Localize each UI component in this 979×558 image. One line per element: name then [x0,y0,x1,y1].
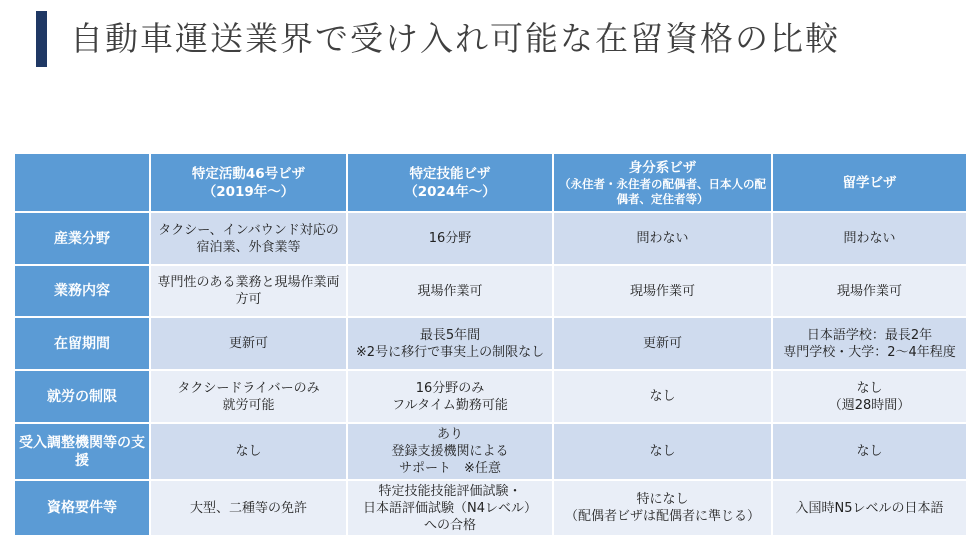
header-col-tokutei-katsudo [150,153,347,212]
comparison-table [13,152,968,537]
cell-text-line: サポート ※任意 [399,461,501,476]
table-cell [347,212,553,265]
table-cell [347,480,553,536]
cell-text-line: なし [856,444,883,459]
cell-text-line: （配偶者ビザは配偶者に準じる） [564,509,760,524]
cell-text-line: 専門性のある業務と現場作業両方可 [157,275,340,307]
header-col-main: 身分系ビザ [628,159,697,176]
cell-text-line: 現場作業可 [836,283,902,299]
table-row [14,212,967,265]
row-label: 在留期間 [14,317,150,370]
table-row [14,317,967,370]
cell-text-line: ※2号に移行で事実上の制限なし [355,344,545,360]
cell-text-line: 16分野のみ [415,380,485,396]
table-cell [347,265,553,317]
table-cell [772,370,967,423]
cell-text-line: なし [649,389,676,404]
cell-text-line: 専門学校・大学：2～4年程度 [783,344,956,360]
cell-text-line: 日本語評価試験（N4レベル） [363,500,537,516]
cell-text-line: なし [856,380,883,396]
cell-text-line: 16分野 [428,231,472,246]
row-label: 就労の制限 [14,370,150,423]
table-row [14,265,967,317]
table-cell [150,212,347,265]
table-row [14,480,967,536]
cell-text-line: 特になし [636,492,689,507]
table-cell [772,423,967,480]
cell-text-line: 現場作業可 [629,283,695,299]
header-col-main: 留学ビザ [842,174,897,191]
cell-text-line: 問わない [843,231,896,246]
cell-text-line: タクシードライバーのみ [177,380,320,396]
table-cell [150,370,347,423]
header-col-sub: （2024年～） [404,183,496,200]
cell-text-line: 特定技能技能評価試験・ [378,483,522,499]
table-cell [553,480,772,536]
header-col-sub: （永住者・永住者の配偶者、日本人の配偶者、定住者等） [559,176,766,206]
cell-text-line: タクシー、インバウンド対応の宿泊業、外食業等 [158,222,339,255]
table-cell [553,423,772,480]
header-col-tokutei-gino [347,153,553,212]
cell-text-line: への合格 [423,517,476,533]
cell-text-line: 入国時N5レベルの日本語 [795,500,944,516]
cell-text-line: 日本語学校：最長2年 [806,327,933,343]
row-label: 産業分野 [14,212,150,265]
row-label: 業務内容 [14,265,150,317]
table-cell [150,265,347,317]
table-cell [553,265,772,317]
table-cell [553,212,772,265]
table-cell [553,370,772,423]
cell-text-line: フルタイム勤務可能 [392,397,508,413]
table-cell [553,317,772,370]
table-cell [347,423,553,480]
table-cell [772,317,967,370]
header-corner [14,153,150,212]
header-col-sub: （2019年～） [202,183,295,200]
cell-text-line: なし [649,444,676,459]
page-title: 自動車運送業界で受け入れ可能な在留資格の比較 [70,19,840,58]
header-col-main: 特定技能ビザ [409,165,491,182]
cell-text-line: 問わない [636,231,689,246]
cell-text-line: 現場作業可 [417,283,483,299]
table-cell [150,423,347,480]
cell-text-line: 大型、二種等の免許 [189,500,307,516]
header-col-mibun [553,153,772,212]
cell-text-line: 更新可 [228,336,268,351]
table-row [14,423,967,480]
cell-text-line: なし [235,444,262,459]
table-row [14,370,967,423]
header-row [14,153,967,212]
table-cell [347,317,553,370]
table-cell [772,265,967,317]
table-cell [347,370,553,423]
header-col-ryugaku [772,153,967,212]
row-label: 資格要件等 [14,480,150,536]
title-accent-bar [36,11,47,67]
table-cell [150,480,347,536]
cell-text-line: 更新可 [642,336,682,351]
header-col-main: 特定活動46号ビザ [191,165,306,182]
table-cell [772,480,967,536]
cell-text-line: 最長5年間 [419,327,481,343]
table-cell [772,212,967,265]
cell-text-line: あり [436,427,463,442]
cell-text-line: 登録支援機関による [391,444,509,459]
table-cell [150,317,347,370]
cell-text-line: （週28時間） [828,397,911,413]
row-label: 受入調整機関等の支援 [14,423,150,480]
cell-text-line: 就労可能 [222,397,275,413]
